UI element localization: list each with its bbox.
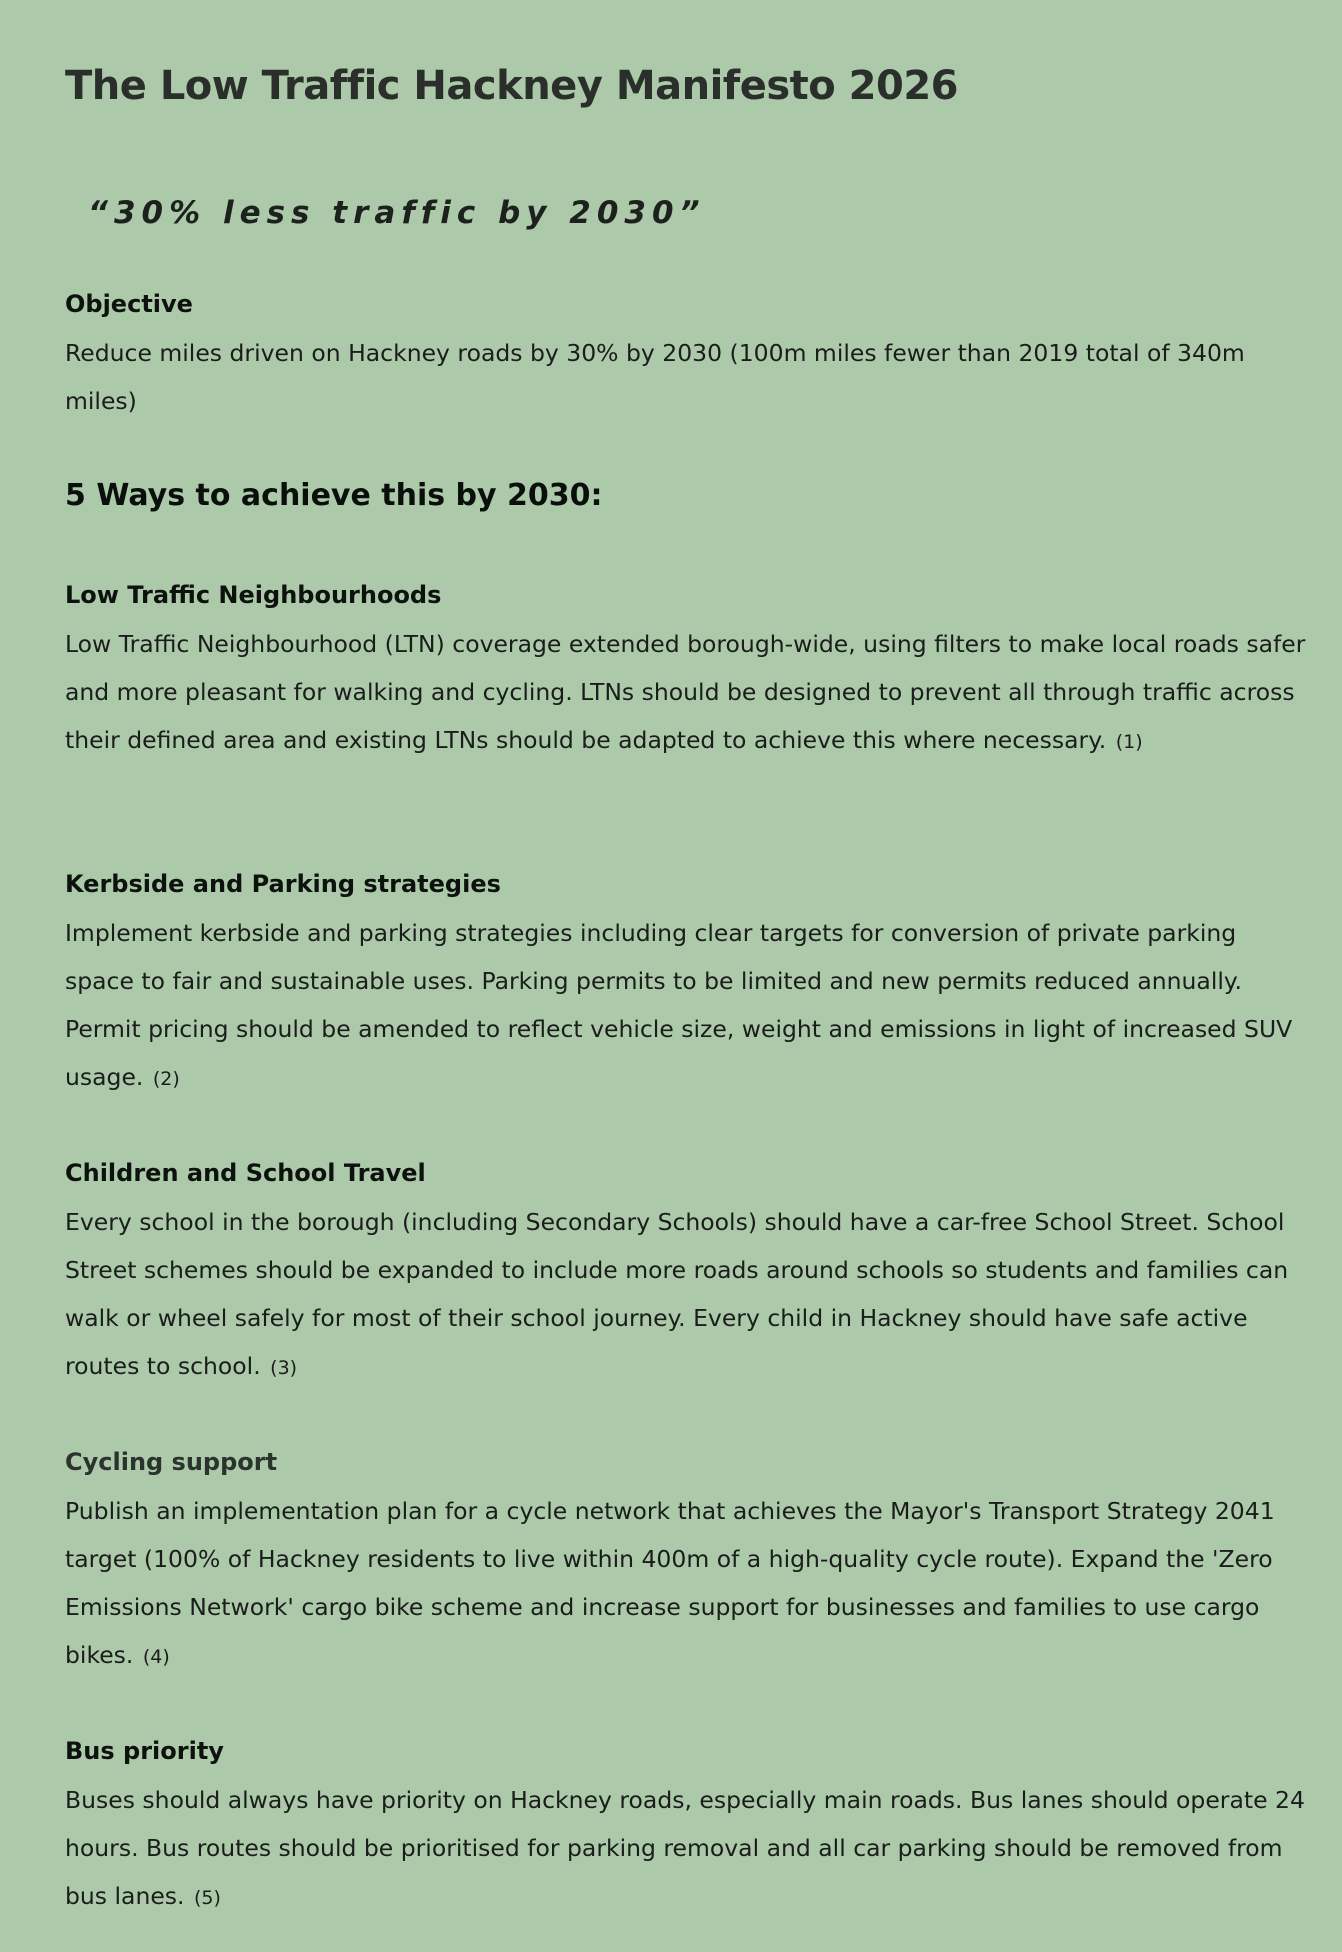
section-kerbside-parking: [65, 866, 1310, 1103]
section-text: Implement kerbside and parking strategies including clear targets for conversion of private parking space to fair and sustainable uses. Parking permits to be limited and new permits reduced annually. Permit pricing should be amended to reflect vehicle size, weight and emissions in light of increased SUV usage. (2): [65, 919, 1293, 1091]
section-bus-priority: [65, 1733, 1310, 1922]
section-heading: Bus priority: [65, 1737, 224, 1765]
page-title: The Low Traffic Hackney Manifesto 2026: [65, 63, 958, 109]
objective-text: Reduce miles driven on Hackney roads by 30% by 2030 (100m miles fewer than 2019 total of 340m miles): [65, 339, 1245, 415]
section-text: Every school in the borough (including Secondary Schools) should have a car-free School Street. School Street schemes should be expanded to include more roads around schools so students and families can walk or wheel safely for most of their school journey. Every child in Hackney should have safe active routes to school. (3): [65, 1208, 1289, 1380]
footnote-ref: (1): [1115, 731, 1143, 753]
section-text: Low Traffic Neighbourhood (LTN) coverage extended borough-wide, using filters to make local roads safer and more pleasant for walking and cycling. LTNs should be designed to prevent all through traffic across their defined area and existing LTNs should be adapted to achieve this where necessary. (1): [65, 630, 1306, 754]
section-heading: Kerbside and Parking strategies: [65, 870, 501, 898]
objective-heading: Objective: [65, 290, 193, 318]
ways-heading: 5 Ways to achieve this by 2030:: [65, 478, 603, 513]
section-text: Publish an implementation plan for a cycle network that achieves the Mayor's Transport Strategy 2041 target (100% of Hackney residents to live within 400m of a high-quality cycle route). Expand the 'Zero Emissions Network' cargo bike scheme and increase support for businesses and families to use cargo bikes. (4): [65, 1497, 1275, 1669]
footnote-ref: (2): [152, 1068, 180, 1090]
section-cycling-support: [65, 1444, 1310, 1681]
footnote-ref: (5): [194, 1887, 221, 1909]
section-heading: Children and School Travel: [65, 1159, 426, 1187]
section-low-traffic-neighbourhoods: [65, 577, 1310, 766]
footnote-ref: (3): [270, 1357, 298, 1379]
footnote-ref: (4): [142, 1646, 170, 1668]
section-children-school-travel: [65, 1155, 1310, 1392]
section-heading: Low Traffic Neighbourhoods: [65, 581, 442, 609]
section-heading: Cycling support: [65, 1448, 278, 1476]
slogan-quote: “30% less traffic by 2030”: [88, 195, 706, 231]
section-text: Buses should always have priority on Hackney roads, especially main roads. Bus lanes should operate 24 hours. Bus routes should be prioritised for parking removal and all car parking should be removed from bus lanes. (5): [65, 1786, 1305, 1910]
